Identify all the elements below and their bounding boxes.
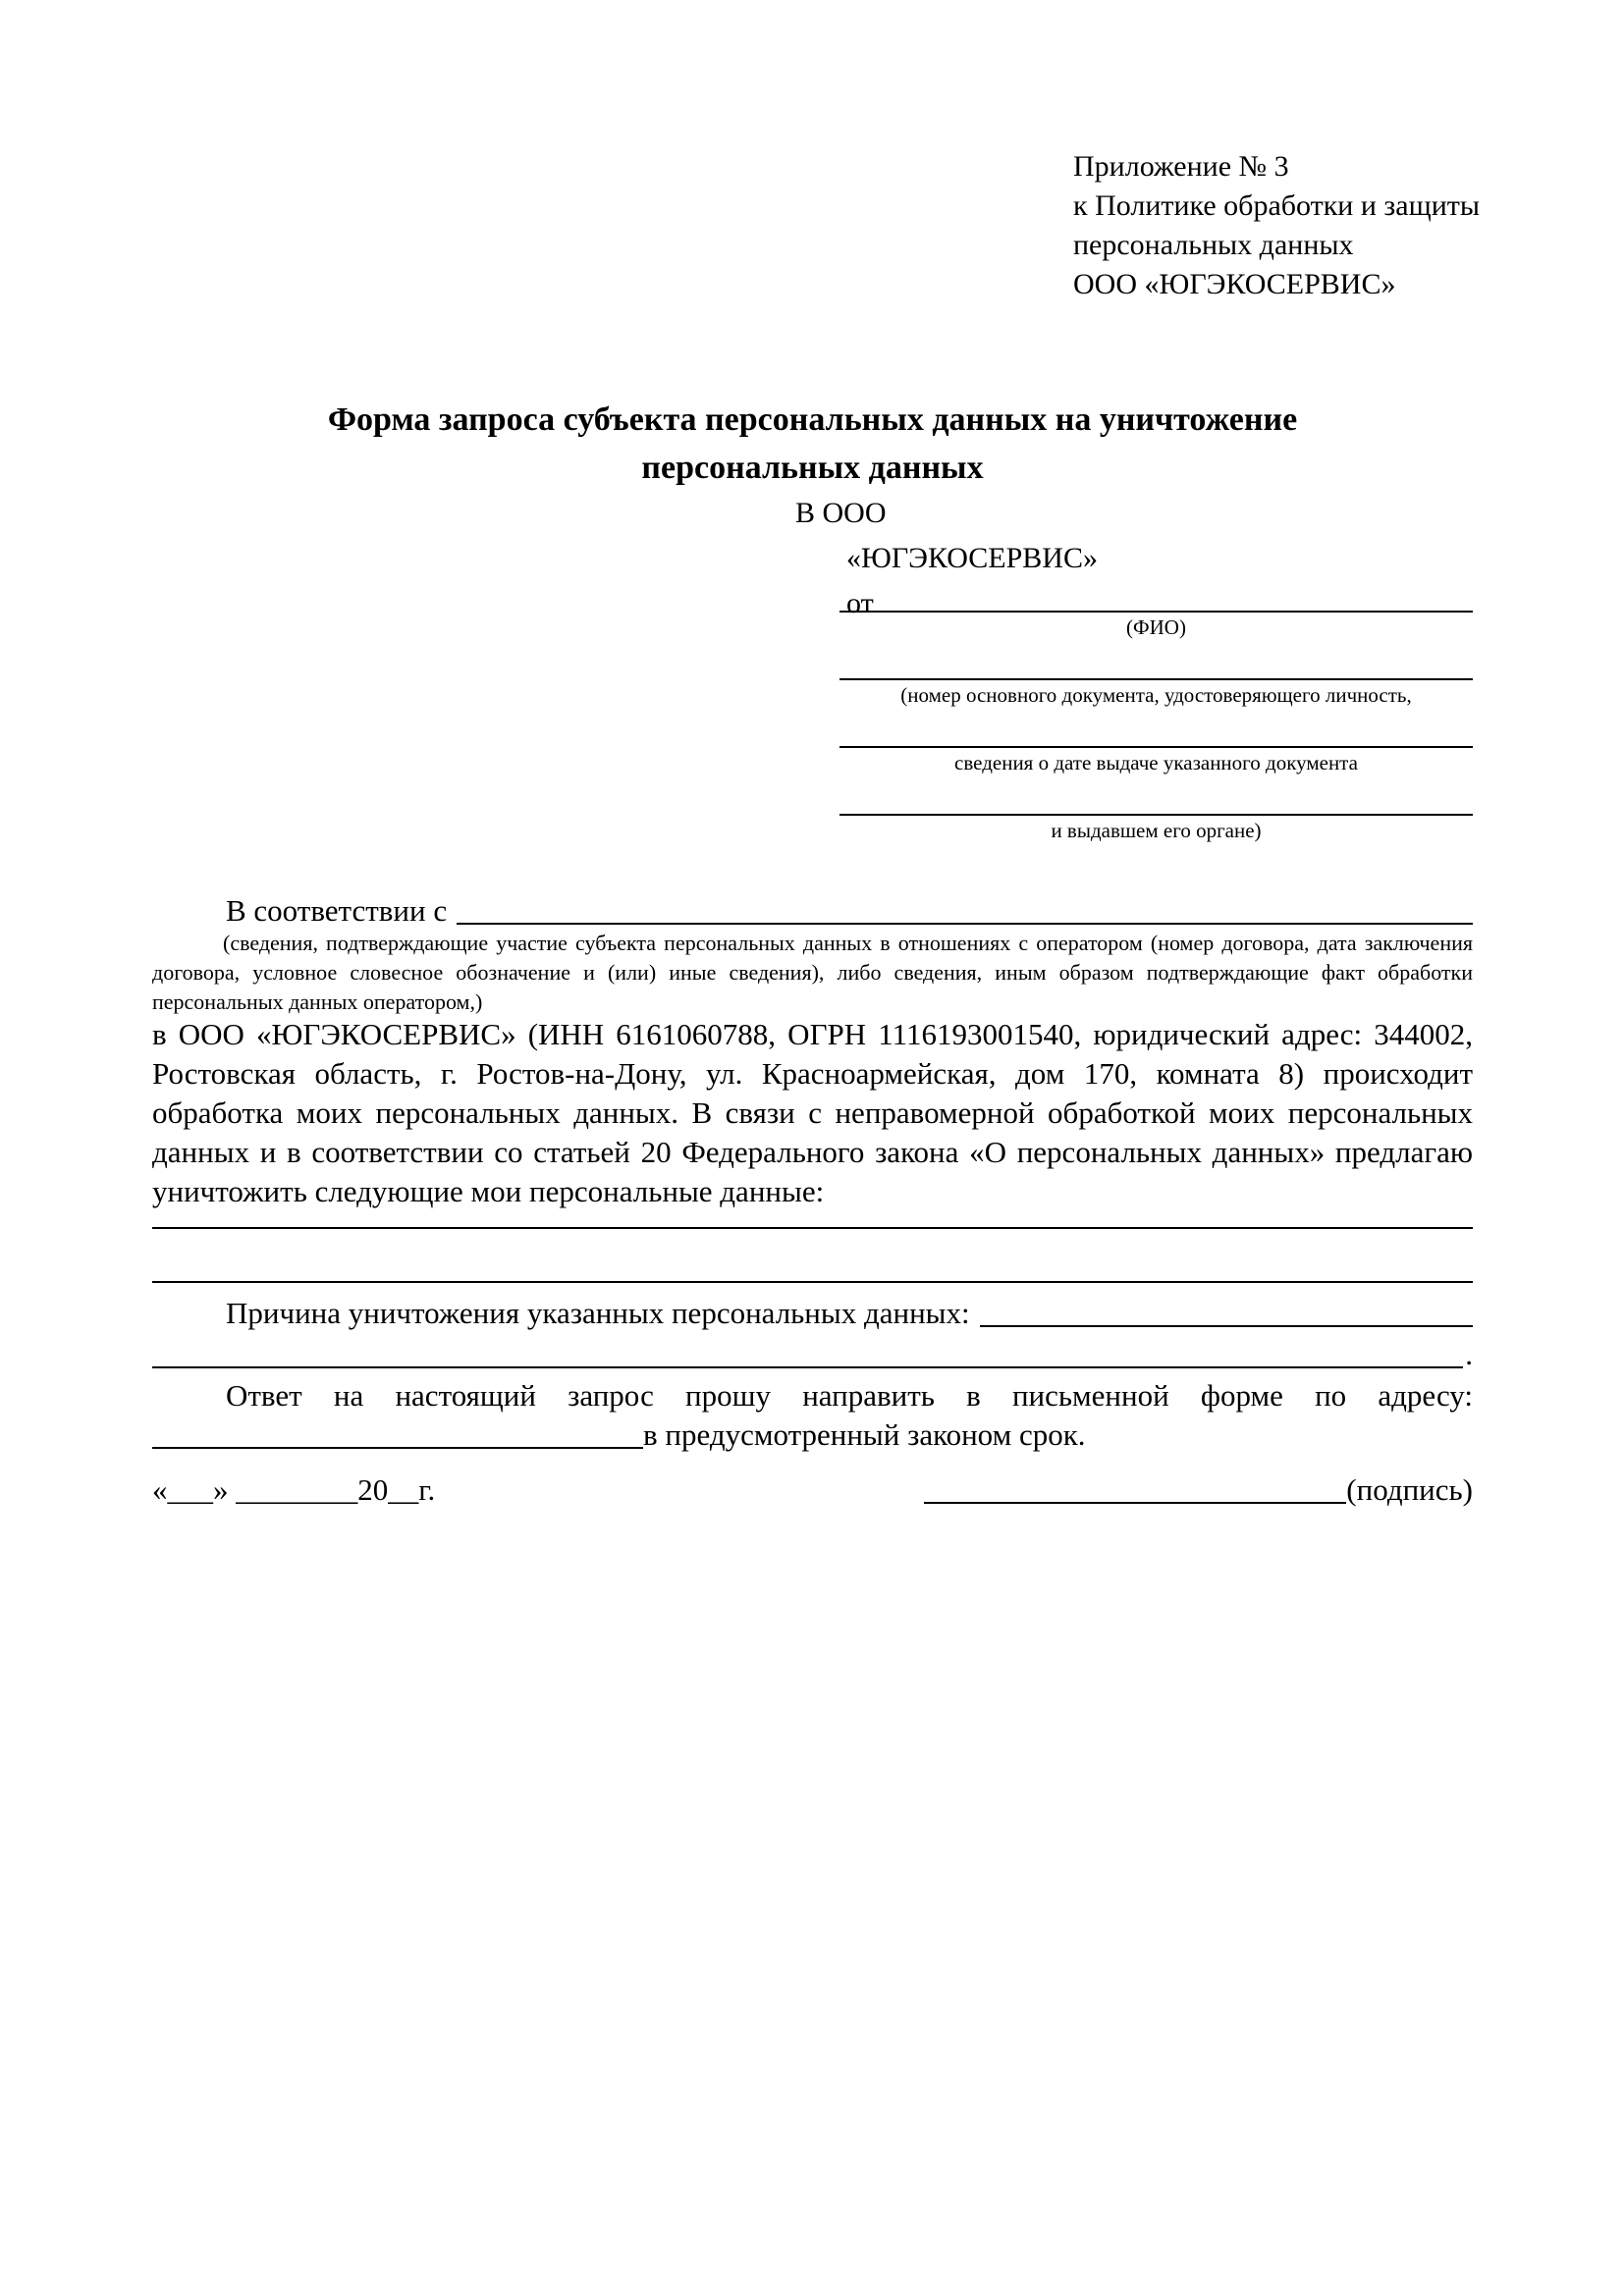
reason-continuation-row [152, 1335, 1473, 1374]
address-field-line [152, 1415, 643, 1449]
fio-caption: (ФИО) [1126, 615, 1186, 639]
issue-date-caption: сведения о дате выдаче указанного документа [954, 751, 1358, 774]
appendix-note [1073, 147, 1480, 304]
personal-data-field-line-1 [152, 1200, 1473, 1229]
reason-field-line [980, 1294, 1473, 1327]
identity-fields [839, 585, 1473, 856]
issuing-authority-caption: и выдавшем его органе) [1051, 819, 1262, 842]
organization-name: «ЮГЭКОСЕРВИС» [846, 542, 1098, 574]
request-paragraph: в ООО «ЮГЭКОСЕРВИС» (ИНН 6161060788, ОГРН 1116193001540, юридический адрес: 344002, Ростовская область, г. Ростов-на-Дону, ул. Красноармейская, дом 170, комната 8) происходит обработка моих персональных данных. В связи с неправомерной обработкой моих персональных данных и в соответствии со статьей 20 Федерального закона «О персональных данных» предлагаю уничтожить следующие мои персональные данные: [152, 1017, 1473, 1208]
form-title-line: Форма запроса субъекта персональных данных на уничтожение [327, 401, 1298, 438]
reply-suffix: в предусмотренный законом срок. [643, 1417, 1086, 1452]
from-label: от [846, 587, 874, 619]
form-title [152, 396, 1473, 492]
appendix-note-line: персональных данных [1073, 229, 1354, 261]
document-number-field-line [839, 653, 1473, 680]
according-to-field-line [457, 891, 1473, 925]
addressee-to-label: В ООО [795, 497, 887, 529]
issue-date-field-line [839, 721, 1473, 748]
reply-address-row [152, 1415, 1473, 1455]
appendix-note-line: к Политике обработки и защиты [1073, 189, 1481, 222]
appendix-note-line: Приложение № 3 [1073, 150, 1289, 183]
date-signature-row [152, 1470, 1473, 1510]
appendix-note-line: ООО «ЮГЭКОСЕРВИС» [1073, 268, 1396, 300]
fio-field-line [839, 585, 1473, 613]
reason-row [152, 1294, 1473, 1333]
signature-group [924, 1470, 1473, 1510]
according-to-label: В соответствии с [226, 893, 448, 928]
period-mark: . [1465, 1337, 1473, 1371]
reason-label: Причина уничтожения указанных персональных данных: [226, 1296, 970, 1330]
signature-field-line [924, 1470, 1346, 1504]
footnote-text: (сведения, подтверждающие участие субъекта персональных данных в отношениях с оператором (номер договора, дата заключения договора, условное словесное обозначение и (или) иные сведения), либо сведения, иным образом подтверждающие факт обработки персональных данных оператором,) [152, 931, 1473, 1014]
form-title-line: персональных данных [641, 450, 984, 486]
reply-sentence: Ответ на настоящий запрос прошу направить в письменной форме по адресу: [226, 1378, 1473, 1413]
according-row [152, 891, 1473, 931]
document-number-caption: (номер основного документа, удостоверяющего личность, [900, 683, 1412, 707]
reason-field-line-2 [152, 1335, 1463, 1368]
personal-data-field-line-2 [152, 1229, 1473, 1283]
issuing-authority-field-line [839, 788, 1473, 816]
signature-caption: (подпись) [1346, 1472, 1473, 1507]
date-placeholder: «___» ________20__г. [152, 1472, 436, 1507]
